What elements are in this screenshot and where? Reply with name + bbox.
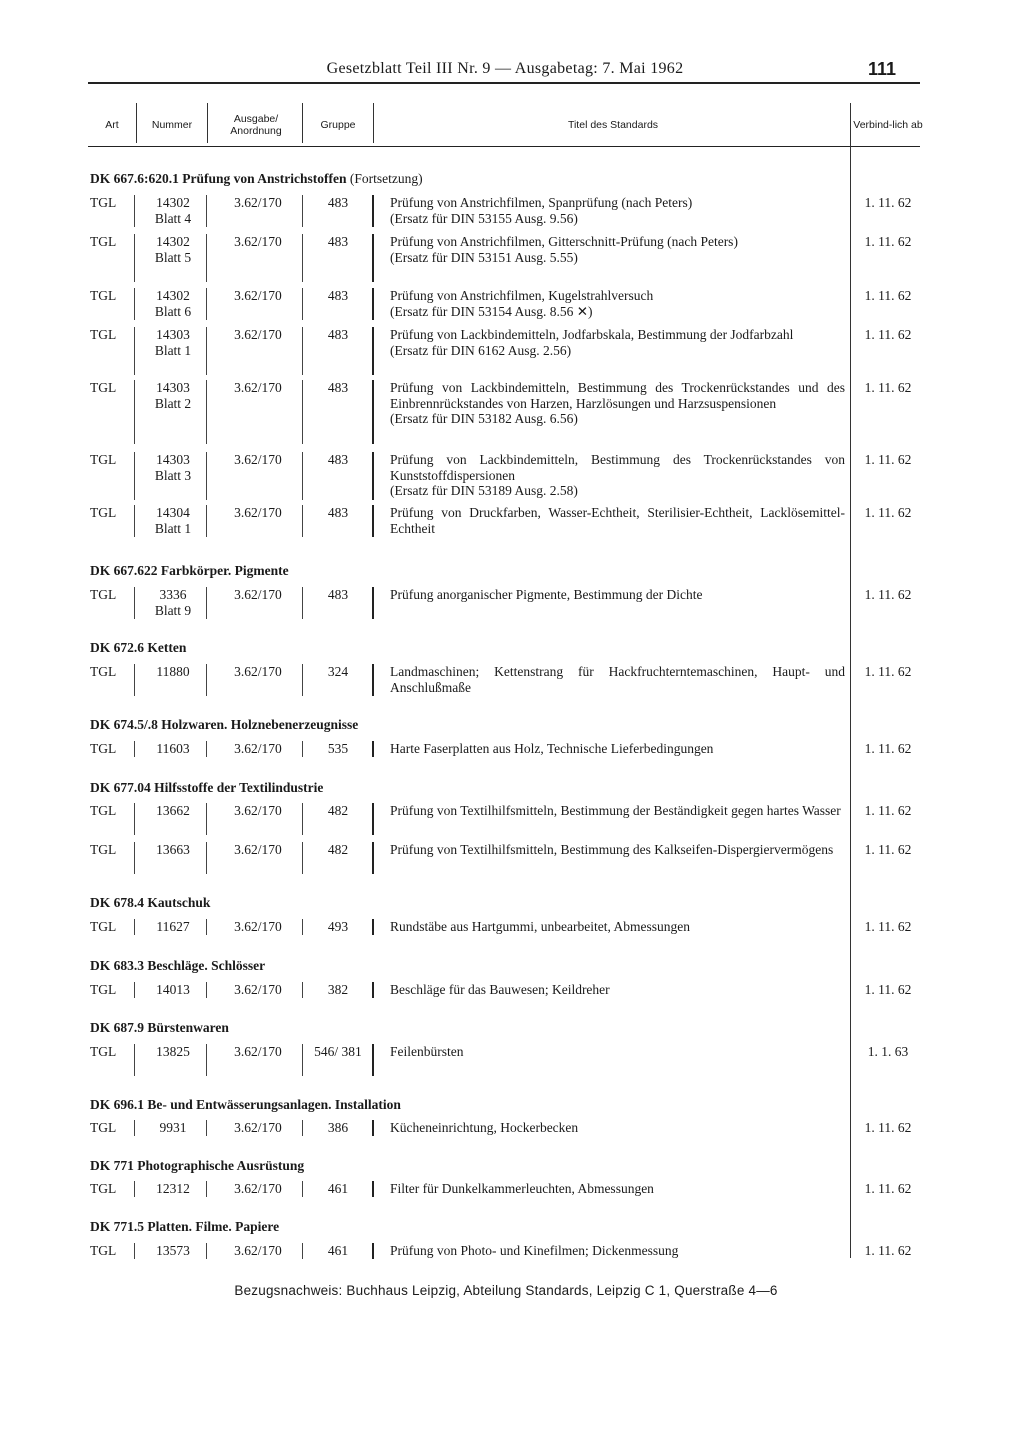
column-divider — [136, 103, 137, 143]
titel-cell — [390, 587, 845, 603]
ausgabe-cell: 3.62/170 — [234, 1120, 282, 1135]
verbindlich-column-divider — [850, 103, 851, 1258]
titel-cell — [390, 195, 845, 226]
row-divider — [372, 842, 374, 874]
page-number: 111 — [868, 59, 897, 79]
titel-line: Filter für Dunkelkammerleuchten, Abmessungen — [390, 1181, 654, 1196]
art-cell: TGL — [90, 288, 117, 303]
nummer-value: 11880 — [156, 664, 190, 679]
nummer-value: 13573 — [156, 1243, 190, 1258]
row-divider — [302, 741, 303, 757]
nummer-cell — [138, 803, 208, 819]
row-divider — [372, 803, 374, 835]
titel-line: Prüfung von Lackbindemitteln, Bestimmung des Trockenrückstandes von Kunststoffdispersionen — [390, 452, 845, 483]
blatt-value: Blatt 2 — [154, 395, 192, 411]
section-code: DK 677.04 — [90, 780, 151, 795]
column-divider — [302, 103, 303, 143]
titel-line: Prüfung von Textilhilfsmitteln, Bestimmung des Kalkseifen-Dispergiervermögens — [390, 842, 834, 857]
row-divider — [302, 1181, 303, 1197]
row-divider — [206, 803, 207, 835]
table-row — [88, 664, 912, 698]
titel-line: (Ersatz für DIN 53189 Ausg. 2.58) — [390, 483, 578, 498]
titel-cell — [390, 842, 845, 858]
row-divider — [134, 505, 135, 537]
titel-cell — [390, 327, 845, 358]
section-name: Farbkörper. Pigmente — [160, 563, 289, 578]
row-divider — [302, 195, 303, 227]
nummer-value: 12312 — [156, 1181, 190, 1196]
art-cell: TGL — [90, 664, 117, 679]
row-divider — [302, 982, 303, 998]
row-divider — [206, 741, 207, 757]
section-name: Beschläge. Schlösser — [147, 958, 266, 973]
table-row — [88, 1181, 912, 1199]
ausgabe-cell: 3.62/170 — [234, 505, 282, 520]
column-header-gruppe: Gruppe — [320, 119, 356, 131]
row-divider — [206, 842, 207, 874]
row-divider — [302, 803, 303, 835]
table-row — [88, 327, 912, 377]
table-row — [88, 195, 912, 229]
ausgabe-cell: 3.62/170 — [234, 982, 282, 997]
row-divider — [302, 1044, 303, 1076]
nummer-value: 14304 — [156, 505, 190, 520]
blatt-value: Blatt 1 — [154, 342, 192, 358]
section-name: Ketten — [147, 640, 187, 655]
section-title — [90, 895, 210, 911]
row-divider — [206, 919, 207, 935]
section-title — [90, 717, 358, 733]
row-divider — [302, 505, 303, 537]
gruppe-cell: 493 — [327, 919, 349, 934]
gruppe-cell: 483 — [327, 327, 349, 342]
verbindlich-cell: 1. 11. 62 — [864, 1181, 912, 1196]
blatt-value: Blatt 5 — [154, 249, 192, 265]
titel-line: Prüfung von Anstrichfilmen, Gitterschnitt-Prüfung (nach Peters) — [390, 234, 738, 249]
row-divider — [206, 234, 207, 282]
section-code: DK 674.5/.8 — [90, 717, 158, 732]
reference-footer: Bezugsnachweis: Buchhaus Leipzig, Abteilung Standards, Leipzig C 1, Querstraße 4—6 — [234, 1283, 778, 1298]
ausgabe-cell: 3.62/170 — [234, 741, 282, 756]
row-divider — [372, 587, 374, 619]
row-divider — [134, 664, 135, 696]
row-divider — [134, 452, 135, 500]
header-rule — [88, 82, 920, 84]
table-row — [88, 803, 912, 837]
nummer-cell — [138, 587, 208, 618]
titel-line: (Ersatz für DIN 53154 Ausg. 8.56 ✕) — [390, 303, 593, 319]
nummer-cell — [138, 1120, 208, 1136]
nummer-cell — [138, 327, 208, 358]
row-divider — [372, 741, 374, 757]
section-title — [90, 780, 323, 796]
section-code: DK 678.4 — [90, 895, 144, 910]
art-cell: TGL — [90, 380, 117, 395]
table-row — [88, 505, 912, 539]
verbindlich-cell: 1. 11. 62 — [864, 803, 912, 818]
titel-line: Rundstäbe aus Hartgummi, unbearbeitet, Abmessungen — [390, 919, 690, 934]
gruppe-cell: 483 — [327, 505, 349, 520]
titel-cell — [390, 919, 845, 935]
ausgabe-cell: 3.62/170 — [234, 587, 282, 602]
page-header-title: Gesetzblatt Teil III Nr. 9 — Ausgabetag: 7. Mai 1962 — [326, 60, 684, 77]
art-cell: TGL — [90, 842, 117, 857]
blatt-value: Blatt 6 — [154, 303, 192, 319]
titel-line: Beschläge für das Bauwesen; Keildreher — [390, 982, 610, 997]
row-divider — [302, 452, 303, 500]
verbindlich-cell: 1. 11. 62 — [864, 1120, 912, 1135]
nummer-value: 14303 — [156, 380, 190, 395]
row-divider — [206, 1120, 207, 1136]
row-divider — [372, 195, 374, 227]
row-divider — [302, 327, 303, 375]
row-divider — [302, 1120, 303, 1136]
titel-line: Prüfung von Lackbindemitteln, Jodfarbskala, Bestimmung der Jodfarbzahl — [390, 327, 794, 342]
column-header-verbindlich: Verbind-lich ab — [853, 119, 923, 131]
nummer-cell — [138, 919, 208, 935]
nummer-cell — [138, 234, 208, 265]
titel-line: Prüfung von Textilhilfsmitteln, Bestimmung der Beständigkeit gegen hartes Wasser — [390, 803, 841, 818]
blatt-value: Blatt 4 — [154, 210, 192, 226]
nummer-value: 11627 — [156, 919, 190, 934]
verbindlich-cell: 1. 11. 62 — [864, 327, 912, 342]
art-cell: TGL — [90, 741, 117, 756]
gruppe-cell: 461 — [327, 1181, 349, 1196]
gruppe-cell: 483 — [327, 195, 349, 210]
section-code: DK 696.1 — [90, 1097, 144, 1112]
art-cell: TGL — [90, 327, 117, 342]
row-divider — [302, 664, 303, 696]
gruppe-cell: 483 — [327, 234, 349, 249]
ausgabe-cell: 3.62/170 — [234, 195, 282, 210]
gruppe-cell: 386 — [327, 1120, 349, 1135]
section-name: Hilfsstoffe der Textilindustrie — [154, 780, 324, 795]
column-header-art: Art — [105, 119, 119, 131]
nummer-cell — [138, 982, 208, 998]
nummer-value: 14302 — [156, 288, 190, 303]
titel-line: Kücheneinrichtung, Hockerbecken — [390, 1120, 579, 1135]
row-divider — [206, 327, 207, 375]
row-divider — [134, 1044, 135, 1076]
row-divider — [134, 1120, 135, 1136]
verbindlich-cell: 1. 11. 62 — [864, 195, 912, 210]
verbindlich-cell: 1. 11. 62 — [864, 842, 912, 857]
table-row — [88, 1243, 912, 1261]
art-cell: TGL — [90, 452, 117, 467]
gruppe-cell: 482 — [327, 842, 349, 857]
titel-cell — [390, 505, 845, 536]
verbindlich-cell: 1. 11. 62 — [864, 288, 912, 303]
verbindlich-cell: 1. 11. 62 — [864, 741, 912, 756]
gruppe-cell: 461 — [327, 1243, 349, 1258]
ausgabe-cell: 3.62/170 — [234, 452, 282, 467]
art-cell: TGL — [90, 234, 117, 249]
row-divider — [302, 288, 303, 320]
titel-line: Prüfung von Lackbindemitteln, Bestimmung des Trockenrückstandes und des Einbrennrückstandes von Harzen, Harzlösungen und Harzsuspensionen — [390, 380, 845, 411]
section-code: DK 771 — [90, 1158, 134, 1173]
row-divider — [372, 919, 374, 935]
ausgabe-cell: 3.62/170 — [234, 1044, 282, 1059]
row-divider — [134, 288, 135, 320]
column-header-titel: Titel des Standards — [567, 119, 659, 131]
row-divider — [372, 380, 374, 444]
section-name: Bürstenwaren — [147, 1020, 229, 1035]
column-header-nummer: Nummer — [151, 119, 193, 131]
titel-line: Harte Faserplatten aus Holz, Technische Lieferbedingungen — [390, 741, 714, 756]
titel-line: Prüfung von Anstrichfilmen, Kugelstrahlversuch — [390, 288, 654, 303]
row-divider — [206, 1181, 207, 1197]
verbindlich-cell: 1. 11. 62 — [864, 380, 912, 395]
nummer-value: 13662 — [156, 803, 190, 818]
nummer-cell — [138, 195, 208, 226]
section-code: DK 771.5 — [90, 1219, 144, 1234]
nummer-value: 14303 — [156, 327, 190, 342]
titel-line: Landmaschinen; Kettenstrang für Hackfruchterntemaschinen, Haupt- und Anschlußmaße — [390, 664, 845, 695]
row-divider — [372, 288, 374, 320]
table-row — [88, 741, 912, 759]
nummer-cell — [138, 741, 208, 757]
nummer-cell — [138, 380, 208, 411]
row-divider — [206, 380, 207, 444]
titel-cell — [390, 741, 845, 757]
row-divider — [134, 587, 135, 619]
blatt-value: Blatt 9 — [154, 602, 192, 618]
column-header-ausgabe: Ausgabe/ Anordnung — [230, 113, 282, 137]
art-cell: TGL — [90, 1181, 117, 1196]
titel-cell — [390, 664, 845, 695]
art-cell: TGL — [90, 919, 117, 934]
row-divider — [134, 919, 135, 935]
row-divider — [134, 195, 135, 227]
titel-cell — [390, 234, 845, 265]
gruppe-cell: 483 — [327, 380, 349, 395]
row-divider — [206, 1243, 207, 1259]
nummer-cell — [138, 505, 208, 536]
verbindlich-cell: 1. 11. 62 — [864, 664, 912, 679]
section-title — [90, 1219, 279, 1235]
section-code: DK 672.6 — [90, 640, 144, 655]
titel-cell — [390, 452, 845, 499]
ausgabe-cell: 3.62/170 — [234, 327, 282, 342]
titel-line: (Ersatz für DIN 53182 Ausg. 6.56) — [390, 411, 578, 426]
table-row — [88, 380, 912, 446]
titel-line: Prüfung anorganischer Pigmente, Bestimmung der Dichte — [390, 587, 703, 602]
table-row — [88, 288, 912, 322]
art-cell: TGL — [90, 195, 117, 210]
blatt-value: Blatt 3 — [154, 467, 192, 483]
section-title — [90, 958, 265, 974]
row-divider — [134, 982, 135, 998]
ausgabe-cell: 3.62/170 — [234, 1243, 282, 1258]
section-code: DK 667.622 — [90, 563, 158, 578]
ausgabe-cell: 3.62/170 — [234, 842, 282, 857]
gruppe-cell: 483 — [327, 587, 349, 602]
section-title — [90, 1158, 304, 1174]
table-row — [88, 234, 912, 284]
titel-cell — [390, 1181, 845, 1197]
nummer-cell — [138, 664, 208, 680]
row-divider — [372, 452, 374, 500]
table-row — [88, 587, 912, 621]
titel-cell — [390, 1243, 845, 1259]
titel-cell — [390, 380, 845, 427]
row-divider — [302, 1243, 303, 1259]
titel-cell — [390, 982, 845, 998]
section-code: DK 687.9 — [90, 1020, 144, 1035]
titel-line: Prüfung von Druckfarben, Wasser-Echtheit, Sterilisier-Echtheit, Lacklösemittel-Echtheit — [390, 505, 845, 536]
verbindlich-cell: 1. 11. 62 — [864, 982, 912, 997]
ausgabe-cell: 3.62/170 — [234, 803, 282, 818]
nummer-cell — [138, 452, 208, 483]
nummer-value: 13825 — [156, 1044, 190, 1059]
nummer-cell — [138, 1181, 208, 1197]
section-note: (Fortsetzung) — [349, 171, 423, 186]
art-cell: TGL — [90, 982, 117, 997]
nummer-value: 14302 — [156, 234, 190, 249]
row-divider — [206, 505, 207, 537]
nummer-value: 14302 — [156, 195, 190, 210]
titel-line: (Ersatz für DIN 6162 Ausg. 2.56) — [390, 342, 572, 358]
row-divider — [302, 842, 303, 874]
verbindlich-cell: 1. 11. 62 — [864, 587, 912, 602]
verbindlich-cell: 1. 11. 62 — [864, 234, 912, 249]
ausgabe-cell: 3.62/170 — [234, 380, 282, 395]
row-divider — [134, 1243, 135, 1259]
art-cell: TGL — [90, 803, 117, 818]
row-divider — [206, 452, 207, 500]
row-divider — [372, 234, 374, 282]
row-divider — [302, 234, 303, 282]
gruppe-cell: 324 — [327, 664, 349, 679]
gruppe-cell: 483 — [327, 452, 349, 467]
row-divider — [134, 327, 135, 375]
titel-cell — [390, 1044, 845, 1060]
row-divider — [302, 587, 303, 619]
section-name: Photographische Ausrüstung — [137, 1158, 305, 1173]
section-title — [90, 171, 423, 187]
ausgabe-cell: 3.62/170 — [234, 664, 282, 679]
row-divider — [206, 1044, 207, 1076]
gruppe-cell: 535 — [327, 741, 349, 756]
ausgabe-cell: 3.62/170 — [234, 919, 282, 934]
row-divider — [372, 1243, 374, 1259]
section-name: Be- und Entwässerungsanlagen. Installation — [147, 1097, 401, 1112]
section-name: Platten. Filme. Papiere — [147, 1219, 280, 1234]
table-row — [88, 1120, 912, 1138]
table-row — [88, 982, 912, 1000]
art-cell: TGL — [90, 1044, 117, 1059]
gruppe-cell: 482 — [327, 803, 349, 818]
row-divider — [372, 664, 374, 696]
section-title — [90, 563, 289, 579]
art-cell: TGL — [90, 1120, 117, 1135]
row-divider — [372, 1120, 374, 1136]
row-divider — [302, 380, 303, 444]
table-row — [88, 842, 912, 876]
table-row — [88, 452, 912, 502]
section-code: DK 683.3 — [90, 958, 144, 973]
nummer-cell — [138, 842, 208, 858]
verbindlich-cell: 1. 1. 63 — [867, 1044, 909, 1059]
titel-cell — [390, 803, 845, 819]
nummer-value: 11603 — [156, 741, 190, 756]
row-divider — [134, 1181, 135, 1197]
ausgabe-cell: 3.62/170 — [234, 1181, 282, 1196]
row-divider — [372, 505, 374, 537]
gruppe-cell: 382 — [327, 982, 349, 997]
section-title — [90, 1020, 229, 1036]
titel-cell — [390, 1120, 845, 1136]
row-divider — [134, 234, 135, 282]
art-cell: TGL — [90, 587, 117, 602]
section-name: Holzwaren. Holznebenerzeugnisse — [161, 717, 359, 732]
nummer-cell — [138, 288, 208, 319]
gruppe-cell: 546/ 381 — [314, 1044, 362, 1059]
nummer-value: 14303 — [156, 452, 190, 467]
titel-line: (Ersatz für DIN 53151 Ausg. 5.55) — [390, 249, 578, 265]
blatt-value: Blatt 1 — [154, 520, 192, 536]
section-title — [90, 1097, 401, 1113]
row-divider — [302, 919, 303, 935]
row-divider — [206, 288, 207, 320]
row-divider — [206, 587, 207, 619]
table-row — [88, 919, 912, 937]
row-divider — [372, 1181, 374, 1197]
verbindlich-cell: 1. 11. 62 — [864, 919, 912, 934]
row-divider — [206, 982, 207, 998]
nummer-cell — [138, 1243, 208, 1259]
row-divider — [134, 380, 135, 444]
section-name: Kautschuk — [147, 895, 211, 910]
column-divider — [373, 103, 374, 143]
row-divider — [372, 327, 374, 375]
table-row — [88, 1044, 909, 1078]
art-cell: TGL — [90, 505, 117, 520]
nummer-value: 9931 — [159, 1120, 187, 1135]
gruppe-cell: 483 — [327, 288, 349, 303]
titel-line: Feilenbürsten — [390, 1044, 464, 1059]
section-title — [90, 640, 186, 656]
section-name: Prüfung von Anstrichstoffen — [182, 171, 347, 186]
ausgabe-cell: 3.62/170 — [234, 288, 282, 303]
column-divider — [207, 103, 208, 143]
nummer-value: 13663 — [156, 842, 190, 857]
ausgabe-cell: 3.62/170 — [234, 234, 282, 249]
nummer-value: 3336 — [159, 587, 187, 602]
titel-line: Prüfung von Anstrichfilmen, Spanprüfung (nach Peters) — [390, 195, 693, 210]
titel-cell — [390, 288, 845, 319]
titel-line: (Ersatz für DIN 53155 Ausg. 9.56) — [390, 210, 578, 226]
verbindlich-cell: 1. 11. 62 — [864, 1243, 912, 1258]
titel-line: Prüfung von Photo- und Kinefilmen; Dickenmessung — [390, 1243, 679, 1258]
section-code: DK 667.6:620.1 — [90, 171, 179, 186]
row-divider — [206, 195, 207, 227]
header-bottom-rule — [88, 146, 920, 147]
row-divider — [134, 803, 135, 835]
verbindlich-cell: 1. 11. 62 — [864, 452, 912, 467]
art-cell: TGL — [90, 1243, 117, 1258]
nummer-cell — [138, 1044, 208, 1060]
row-divider — [134, 741, 135, 757]
nummer-value: 14013 — [156, 982, 190, 997]
row-divider — [372, 1044, 374, 1076]
row-divider — [206, 664, 207, 696]
row-divider — [134, 842, 135, 874]
verbindlich-cell: 1. 11. 62 — [864, 505, 912, 520]
row-divider — [372, 982, 374, 998]
